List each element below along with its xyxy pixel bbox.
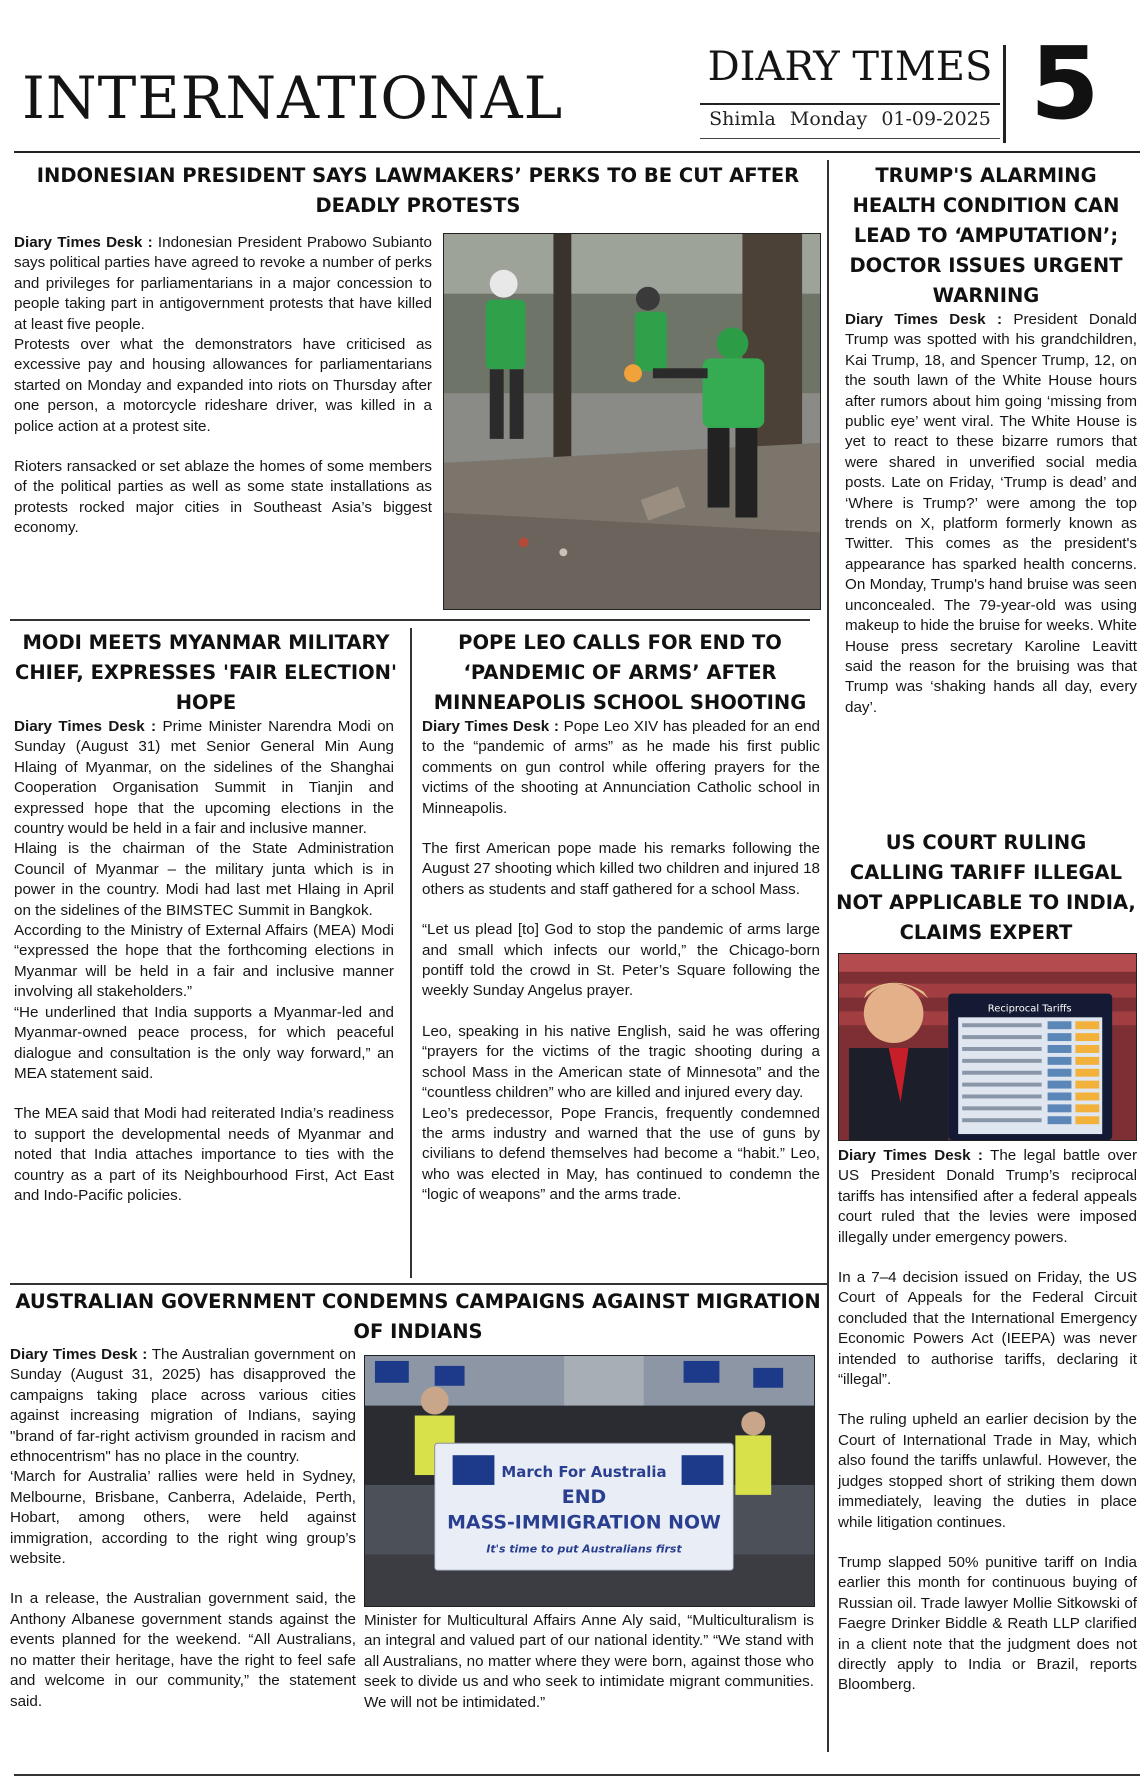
paragraph: President Donald Trump was spotted with his grandchildren, Kai Trump, 18, and Spencer Trump, 12, on the south lawn of the White House hours after rumors about him going ‘missing from public eye’ went viral. The White House is yet to react to these bizarre rumors that were shared in unverified social media posts. Late on Friday, ‘Trump is dead’ and ‘Where is Trump?’ were among the top trends on X, platform formerly known as Twitter. This comes as the president's appearance has sparked health concerns. On Monday, Trump's hand bruise was seen unconcealed. The 79-year-old was using makeup to hide the bruise for weeks. White House press secretary Karoline Leavitt said the reason for the bruising was that Trump was ‘shaking hands all day, every day’. xyxy=(845,311,1137,716)
article-body-modi xyxy=(14,717,394,1206)
headline-australia: AUSTRALIAN GOVERNMENT CONDEMNS CAMPAIGNS AGAINST MIGRATION OF INDIANS xyxy=(15,1290,821,1343)
article-body-pope xyxy=(422,717,820,1206)
headline-pope: POPE LEO CALLS FOR END TO ‘PANDEMIC OF ARMS’ AFTER MINNEAPOLIS SCHOOL SHOOTING xyxy=(433,631,807,714)
paragraph: According to the Ministry of External Affairs (MEA) Modi “expressed the hope that the forthcoming elections in Myanmar will be held in a fair and inclusive manner involving all stakeholders.” xyxy=(14,922,394,1001)
dateline-city: Shimla xyxy=(709,108,776,130)
paragraph: The ruling upheld an earlier decision by the Court of International Trade in May, which also found the tariffs unlawful. However, the judges stopped short of striking them down immediately, leaving the duties in place while litigation continues. xyxy=(838,1411,1137,1531)
banner-line-4: It's time to put Australians first xyxy=(486,1542,682,1556)
section-title: INTERNATIONAL xyxy=(22,64,564,132)
page-number: 5 xyxy=(1030,25,1100,142)
section-divider-2 xyxy=(10,1283,828,1285)
paragraph: The MEA said that Modi had reiterated India’s readiness to support the developmental needs of Myanmar and noted that India attaches importance to ties with the country as a part of its Neighbourhood First, Act East and Indo-Pacific policies. xyxy=(14,1105,394,1204)
paragraph: Trump slapped 50% punitive tariff on India earlier this month for continuous buying of Russian oil. Trade lawyer Mollie Sitkowski of Faegre Drinker Biddle & Reath LLP clarified in a client note that the judgment does not directly apply to India or Brazil, reports Bloomberg. xyxy=(838,1553,1137,1694)
paragraph: Minister for Multicultural Affairs Anne Aly said, “Multiculturalism is an integral and valued part of our national identity.” “We stand with all Australians, no matter where they were born, against those who seek to divide us and who seek to intimidate migrant communities. We will not be intimidated.” xyxy=(364,1612,814,1711)
banner-line-1: March For Australia xyxy=(501,1463,667,1482)
paragraph: The Australian government on Sunday (August 31, 2025) has disapproved the campaigns taking place across various cities against increasing migration of Indians, saying "brand of far-right activism grounded in racism and ethnocentrism" has no place in the country. xyxy=(10,1346,357,1466)
paragraph: “He underlined that India supports a Myanmar-led and Myanmar-owned peace process, for which peaceful dialogue and consultation is the only way forward,” an MEA statement said. xyxy=(14,1003,394,1082)
byline: Diary Times Desk : xyxy=(845,311,1002,328)
paragraph: Leo’s predecessor, Pope Francis, frequently condemned the arms industry and warned that the use of guns by civilians to defend themselves had become a “habit.” Leo, who was elected in May, has continued to condemn the “logic of weapons” and the arms trade. xyxy=(422,1104,820,1204)
paragraph: Rioters ransacked or set ablaze the homes of some members of the political parties as well as some state installations as protests rocked major cities in Southeast Asia’s biggest economy. xyxy=(14,458,432,537)
banner-line-2: END xyxy=(561,1485,607,1508)
paragraph: The legal battle over US President Donald Trump’s reciprocal tariffs has intensified after a federal appeals court ruled that the levies were imposed illegally under emergency powers. xyxy=(838,1147,1137,1246)
paragraph: Prime Minister Narendra Modi on Sunday (August 31) met Senior General Min Aung Hlaing of Myanmar, on the sidelines of the Shanghai Cooperation Organisation Summit in Tianjin and expressed hope that the upcoming elections in the country would be held in a fair and inclusive manner. xyxy=(14,718,394,838)
paragraph: Pope Leo XIV has pleaded for an end to the “pandemic of arms” as he made his first public comments on gun control while offering prayers for the victims of the shooting at Annunciation Catholic school in Minneapolis. xyxy=(422,718,820,817)
article-body-australia-cont xyxy=(364,1611,814,1713)
paragraph: In a 7–4 decision issued on Friday, the US Court of Appeals for the Federal Circuit concluded that the International Emergency Economic Powers Act (IEEPA) was never intended to authorise tariffs, declaring it “illegal”. xyxy=(838,1269,1137,1389)
paragraph: Hlaing is the chairman of the State Administration Council of Myanmar – the military junta which is in power in the country. Modi had last met Hlaing in April on the sidelines of the BIMSTEC Summit in Bangkok. xyxy=(14,840,394,919)
section-divider-1 xyxy=(10,619,810,621)
byline: Diary Times Desk : xyxy=(422,718,559,735)
page-bottom-rule xyxy=(14,1774,1140,1776)
board-title: Reciprocal Tariffs xyxy=(987,1003,1072,1015)
protest-photo xyxy=(443,233,821,610)
headline-indonesia: INDONESIAN PRESIDENT SAYS LAWMAKERS’ PERKS TO BE CUT AFTER DEADLY PROTESTS xyxy=(36,164,800,217)
byline: Diary Times Desk : xyxy=(14,718,157,735)
article-body-australia xyxy=(10,1345,356,1712)
paragraph: ‘March for Australia’ rallies were held in Sydney, Melbourne, Brisbane, Canberra, Adelaide, Perth, Hobart, among others, were held against immigration, according to the right wing group’s website. xyxy=(10,1468,356,1568)
paragraph: In a release, the Australian government said, the Anthony Albanese government stands against the events planned for the weekend. “All Australians, no matter their heritage, have the right to feel safe and welcome in our community,” the statement said. xyxy=(10,1590,356,1710)
middle-column-divider xyxy=(410,628,412,1278)
paragraph: “Let us plead [to] God to stop the pandemic of arms large and small which infects our world,” the Chicago-born pontiff told the crowd in St. Peter’s Square following the weekly Sunday Angelus prayer. xyxy=(422,921,820,1000)
dateline-date: 01-09-2025 xyxy=(881,108,991,130)
newspaper-name: DIARY TIMES xyxy=(707,44,993,90)
paragraph: Leo, speaking in his native English, said he was offering “prayers for the victims of the tragic shooting during a school Mass in the American state of Minnesota” and the “countless children” who are killed and injured every day. xyxy=(422,1022,820,1102)
byline: Diary Times Desk : xyxy=(14,234,153,251)
article-body-indonesia xyxy=(14,233,432,539)
dateline xyxy=(700,108,1000,130)
dateline-day: Monday xyxy=(789,108,868,130)
masthead xyxy=(0,0,1140,150)
headline-tariff: US COURT RULING CALLING TARIFF ILLEGAL NOT APPLICABLE TO INDIA, CLAIMS EXPERT xyxy=(836,831,1136,944)
masthead-rule xyxy=(700,103,1000,105)
masthead-bottom-rule xyxy=(14,151,1140,153)
paragraph: Protests over what the demonstrators have criticised as excessive pay and housing allowances for parliamentarians started on Monday and expanded into riots on Thursday after one person, a motorcycle rideshare driver, was killed in a police action at a protest site. xyxy=(14,336,432,435)
headline-trump-health: TRUMP'S ALARMING HEALTH CONDITION CAN LEAD TO ‘AMPUTATION’; DOCTOR ISSUES URGENT WARNING xyxy=(849,164,1123,307)
masthead-rule-bottom xyxy=(700,138,1000,139)
byline: Diary Times Desk : xyxy=(10,1346,148,1363)
article-body-trump-health xyxy=(845,310,1137,718)
paragraph: Indonesian President Prabowo Subianto says political parties have agreed to revoke a number of perks and privileges for parliamentarians in a major concession to people taking part in antigovernment protests that have killed at least five people. xyxy=(14,234,432,333)
masthead-separator xyxy=(1003,45,1006,143)
banner-line-3: MASS-IMMIGRATION NOW xyxy=(447,1511,721,1534)
right-column-divider xyxy=(827,160,829,1752)
byline: Diary Times Desk : xyxy=(838,1147,983,1164)
article-body-tariff xyxy=(838,1146,1137,1696)
headline-modi: MODI MEETS MYANMAR MILITARY CHIEF, EXPRESSES 'FAIR ELECTION' HOPE xyxy=(15,631,397,714)
rally-photo xyxy=(364,1355,815,1607)
tariff-photo xyxy=(838,953,1137,1141)
paragraph: The first American pope made his remarks following the August 27 shooting which killed two children and injured 18 others as students and staff gathered for a school Mass. xyxy=(422,840,820,898)
